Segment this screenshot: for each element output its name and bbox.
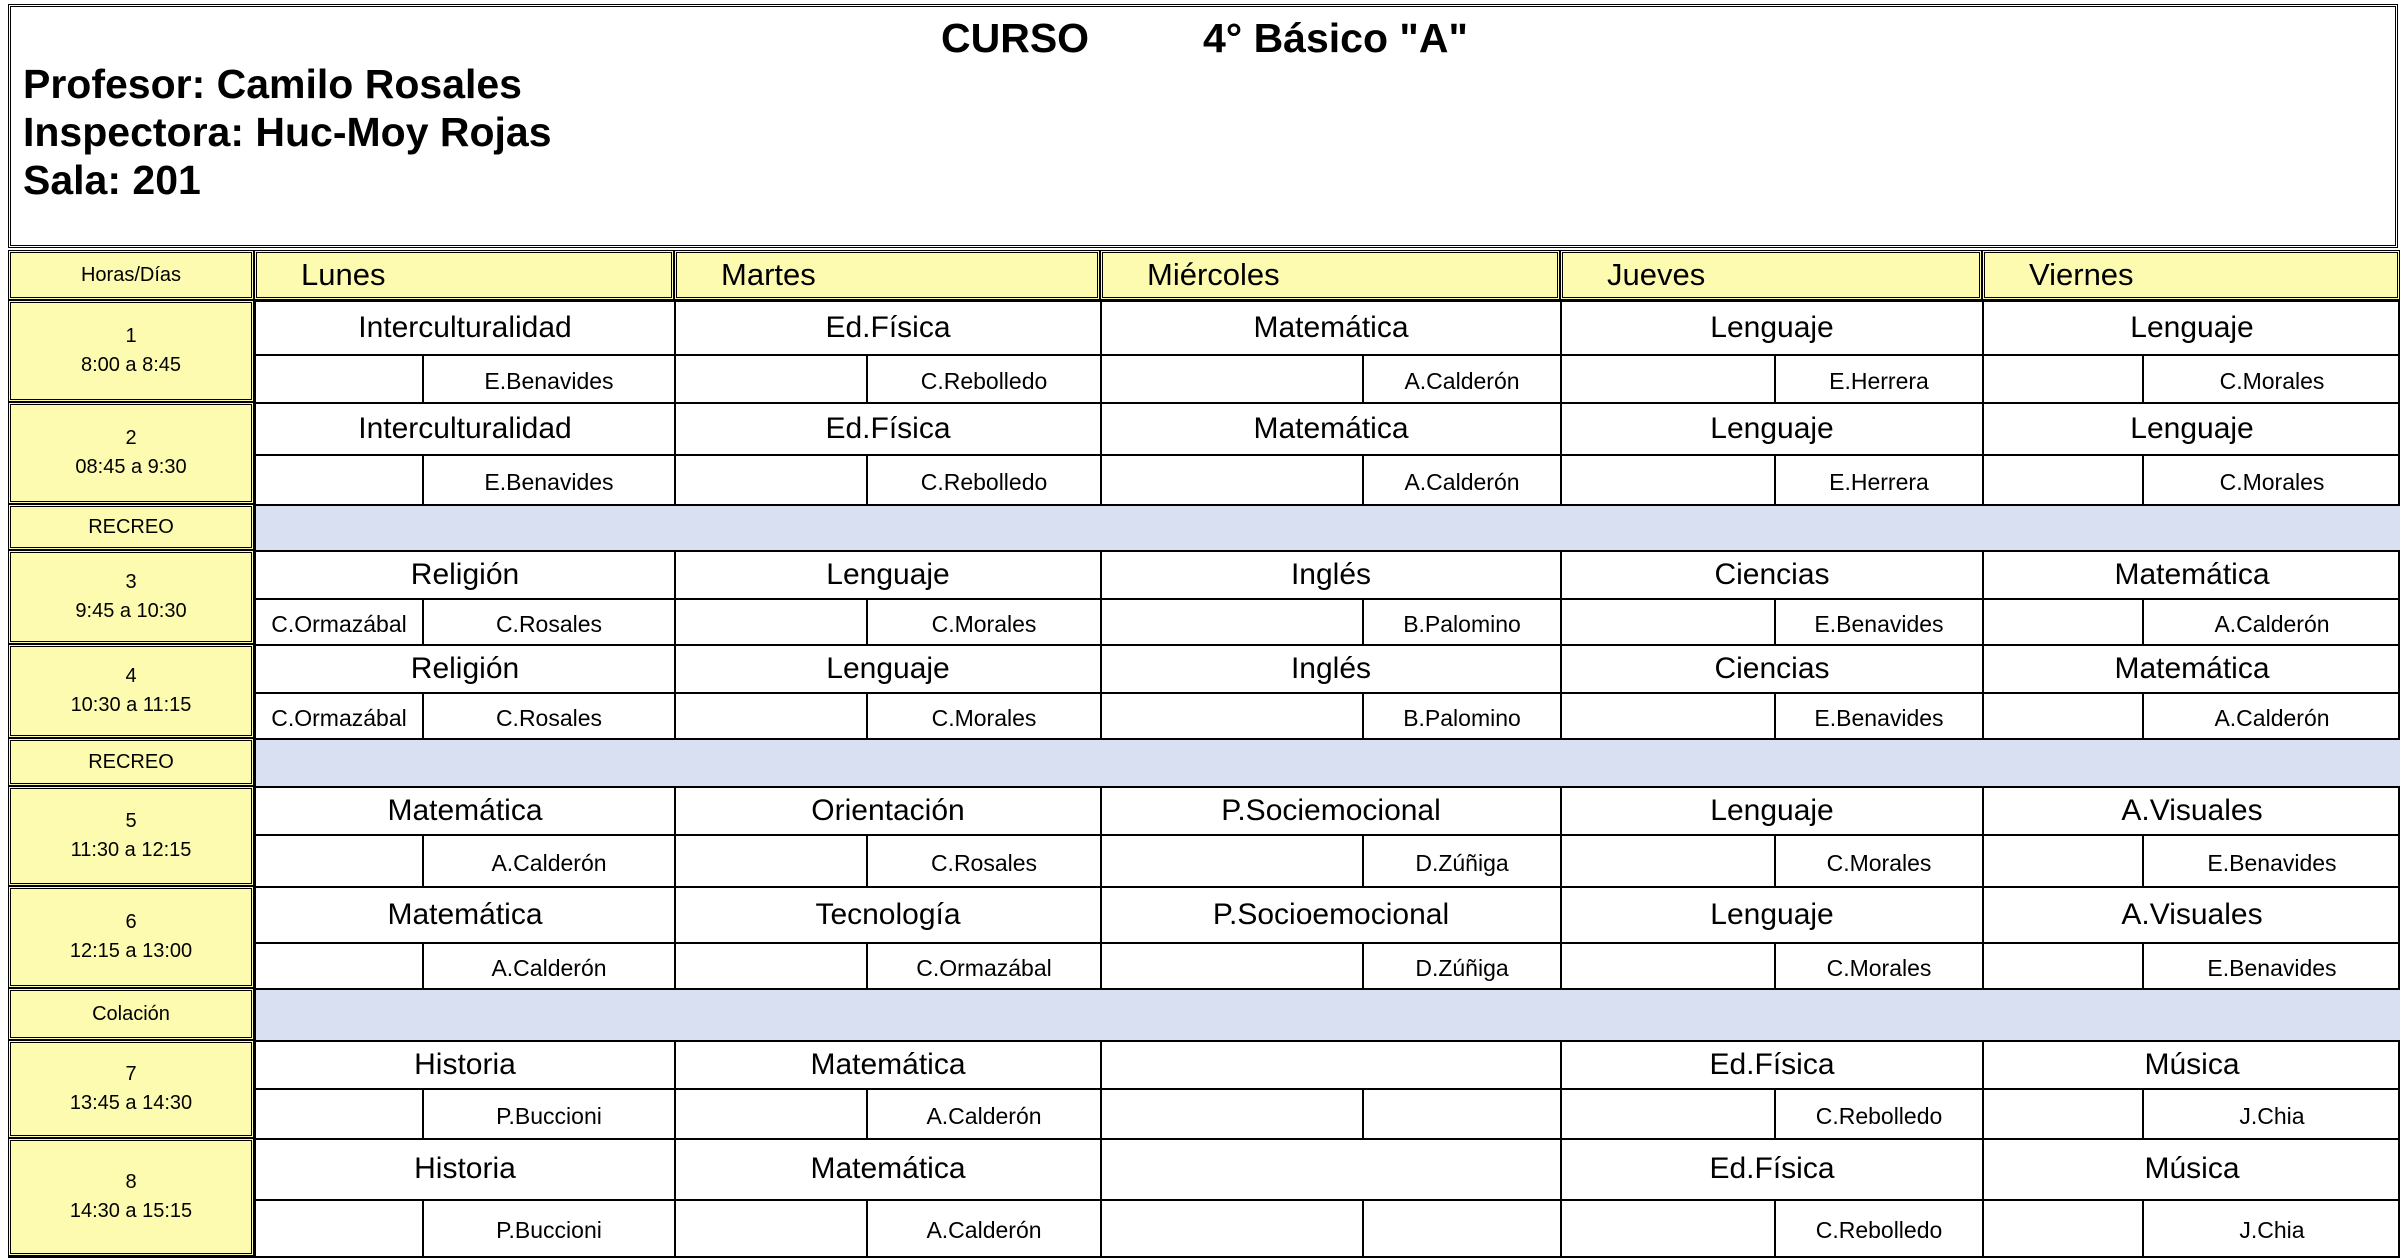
subject-cell: Lenguaje bbox=[1982, 402, 2400, 454]
teacher-cell: C.Morales bbox=[1774, 942, 1982, 988]
subject-cell: Ed.Física bbox=[1560, 1040, 1982, 1088]
course-title: CURSO 4° Básico "A" bbox=[941, 15, 1468, 61]
co-teacher-cell bbox=[1100, 1088, 1362, 1138]
period-time-cell bbox=[8, 644, 254, 738]
teacher-cell: A.Calderón bbox=[2142, 598, 2400, 644]
teacher-cell: C.Rebolledo bbox=[1774, 1088, 1982, 1138]
co-teacher-cell bbox=[1560, 942, 1774, 988]
teacher-cell: E.Benavides bbox=[2142, 834, 2400, 886]
subject-cell: Música bbox=[1982, 1040, 2400, 1088]
period-number: 8 bbox=[125, 1171, 137, 1193]
subject-cell: Inglés bbox=[1100, 644, 1560, 692]
co-teacher-cell bbox=[1982, 942, 2142, 988]
teacher-cell: A.Calderón bbox=[422, 834, 674, 886]
co-teacher-cell bbox=[1560, 692, 1774, 738]
subject-cell: Lenguaje bbox=[674, 644, 1100, 692]
co-teacher-cell bbox=[1100, 692, 1362, 738]
teacher-cell: C.Morales bbox=[2142, 454, 2400, 504]
co-teacher-cell bbox=[1560, 454, 1774, 504]
teacher-cell bbox=[1362, 1088, 1560, 1138]
subject-cell: Matemática bbox=[1100, 300, 1560, 354]
period-time-cell bbox=[8, 300, 254, 402]
period-time-cell bbox=[8, 786, 254, 886]
teacher-cell: A.Calderón bbox=[422, 942, 674, 988]
subject-cell: Matemática bbox=[254, 886, 674, 942]
subject-cell: Ciencias bbox=[1560, 550, 1982, 598]
teacher-cell: C.Rebolledo bbox=[866, 354, 1100, 402]
subject-cell: A.Visuales bbox=[1982, 786, 2400, 834]
subject-cell: Interculturalidad bbox=[254, 300, 674, 354]
co-teacher-cell bbox=[1100, 1199, 1362, 1257]
teacher-cell: C.Rosales bbox=[422, 692, 674, 738]
teacher-name: Profesor: Camilo Rosales bbox=[23, 61, 522, 107]
teacher-cell: C.Rosales bbox=[866, 834, 1100, 886]
co-teacher-cell bbox=[1982, 354, 2142, 402]
co-teacher-cell bbox=[1100, 354, 1362, 402]
co-teacher-cell bbox=[674, 454, 866, 504]
period-time: 9:45 a 10:30 bbox=[75, 600, 187, 622]
period-number: 3 bbox=[125, 571, 137, 593]
teacher-cell: A.Calderón bbox=[866, 1199, 1100, 1257]
subject-cell: Orientación bbox=[674, 786, 1100, 834]
subject-cell: Lenguaje bbox=[674, 550, 1100, 598]
teacher-cell: C.Rosales bbox=[422, 598, 674, 644]
corner-header: Horas/Días bbox=[8, 250, 254, 300]
day-header: Miércoles bbox=[1100, 250, 1560, 300]
period-time-cell bbox=[8, 1138, 254, 1256]
co-teacher-cell: C.Ormazábal bbox=[254, 692, 422, 738]
teacher-cell: D.Zúñiga bbox=[1362, 942, 1560, 988]
period-time-cell bbox=[8, 886, 254, 988]
co-teacher-cell bbox=[674, 1088, 866, 1138]
day-header: Martes bbox=[674, 250, 1100, 300]
co-teacher-cell bbox=[1560, 1088, 1774, 1138]
co-teacher-cell bbox=[674, 354, 866, 402]
teacher-cell: A.Calderón bbox=[1362, 454, 1560, 504]
period-time: 10:30 a 11:15 bbox=[70, 694, 192, 716]
co-teacher-cell bbox=[1560, 1199, 1774, 1257]
period-number: 5 bbox=[125, 810, 137, 832]
co-teacher-cell bbox=[1982, 1088, 2142, 1138]
subject-cell: Interculturalidad bbox=[254, 402, 674, 454]
period-time: 13:45 a 14:30 bbox=[69, 1092, 193, 1114]
co-teacher-cell bbox=[1982, 1199, 2142, 1257]
co-teacher-cell bbox=[674, 942, 866, 988]
teacher-cell: E.Benavides bbox=[1774, 598, 1982, 644]
co-teacher-cell bbox=[1100, 598, 1362, 644]
subject-cell: Música bbox=[1982, 1138, 2400, 1199]
subject-cell: Matemática bbox=[1100, 402, 1560, 454]
inspector-name: Inspectora: Huc-Moy Rojas bbox=[23, 109, 552, 155]
period-time: 08:45 a 9:30 bbox=[75, 456, 187, 478]
subject-cell: Historia bbox=[254, 1040, 674, 1088]
subject-cell: Ed.Física bbox=[674, 300, 1100, 354]
period-time-cell bbox=[8, 402, 254, 504]
teacher-cell: E.Benavides bbox=[422, 454, 674, 504]
co-teacher-cell bbox=[1982, 598, 2142, 644]
co-teacher-cell bbox=[1100, 454, 1362, 504]
break-label: Colación bbox=[8, 988, 254, 1040]
period-time: 8:00 a 8:45 bbox=[80, 354, 182, 376]
co-teacher-cell bbox=[674, 834, 866, 886]
day-header: Jueves bbox=[1560, 250, 1982, 300]
subject-cell: Tecnología bbox=[674, 886, 1100, 942]
subject-cell: Lenguaje bbox=[1560, 402, 1982, 454]
teacher-cell: B.Palomino bbox=[1362, 692, 1560, 738]
co-teacher-cell: C.Ormazábal bbox=[254, 598, 422, 644]
subject-cell: Matemática bbox=[674, 1138, 1100, 1199]
subject-cell: Matemática bbox=[1982, 644, 2400, 692]
co-teacher-cell bbox=[674, 598, 866, 644]
teacher-cell: J.Chia bbox=[2142, 1199, 2400, 1257]
teacher-cell: E.Herrera bbox=[1774, 354, 1982, 402]
period-number: 2 bbox=[125, 427, 137, 449]
period-number: 6 bbox=[125, 911, 137, 933]
teacher-cell: E.Benavides bbox=[2142, 942, 2400, 988]
period-time-cell bbox=[8, 550, 254, 644]
subject-cell: Ed.Física bbox=[674, 402, 1100, 454]
subject-cell: Lenguaje bbox=[1982, 300, 2400, 354]
subject-cell: Ed.Física bbox=[1560, 1138, 1982, 1199]
subject-cell bbox=[1100, 1138, 1560, 1199]
subject-cell: Matemática bbox=[254, 786, 674, 834]
teacher-cell: E.Benavides bbox=[1774, 692, 1982, 738]
co-teacher-cell bbox=[1100, 942, 1362, 988]
teacher-cell: E.Herrera bbox=[1774, 454, 1982, 504]
break-label: RECREO bbox=[8, 738, 254, 786]
subject-cell bbox=[1100, 1040, 1560, 1088]
teacher-cell: P.Buccioni bbox=[422, 1199, 674, 1257]
subject-cell: Lenguaje bbox=[1560, 300, 1982, 354]
subject-cell: Historia bbox=[254, 1138, 674, 1199]
schedule-header bbox=[8, 4, 2398, 248]
subject-cell: A.Visuales bbox=[1982, 886, 2400, 942]
subject-cell: P.Socioemocional bbox=[1100, 886, 1560, 942]
break-band bbox=[254, 988, 2400, 1040]
period-number: 4 bbox=[125, 665, 137, 687]
room-number: Sala: 201 bbox=[23, 157, 201, 203]
co-teacher-cell bbox=[254, 354, 422, 402]
teacher-cell: C.Ormazábal bbox=[866, 942, 1100, 988]
co-teacher-cell bbox=[254, 834, 422, 886]
period-time: 11:30 a 12:15 bbox=[70, 839, 192, 861]
co-teacher-cell bbox=[1982, 692, 2142, 738]
teacher-cell: A.Calderón bbox=[1362, 354, 1560, 402]
co-teacher-cell bbox=[1100, 834, 1362, 886]
teacher-cell bbox=[1362, 1199, 1560, 1257]
teacher-cell: C.Rebolledo bbox=[866, 454, 1100, 504]
co-teacher-cell bbox=[1560, 834, 1774, 886]
subject-cell: P.Sociemocional bbox=[1100, 786, 1560, 834]
subject-cell: Lenguaje bbox=[1560, 886, 1982, 942]
break-band bbox=[254, 504, 2400, 550]
period-number: 7 bbox=[125, 1063, 137, 1085]
day-header: Viernes bbox=[1982, 250, 2400, 300]
co-teacher-cell bbox=[1982, 834, 2142, 886]
period-time-cell bbox=[8, 1040, 254, 1138]
period-time: 12:15 a 13:00 bbox=[69, 940, 193, 962]
co-teacher-cell bbox=[674, 1199, 866, 1257]
co-teacher-cell bbox=[1982, 454, 2142, 504]
co-teacher-cell bbox=[254, 942, 422, 988]
teacher-cell: C.Rebolledo bbox=[1774, 1199, 1982, 1257]
subject-cell: Religión bbox=[254, 550, 674, 598]
subject-cell: Religión bbox=[254, 644, 674, 692]
teacher-cell: C.Morales bbox=[1774, 834, 1982, 886]
subject-cell: Ciencias bbox=[1560, 644, 1982, 692]
co-teacher-cell bbox=[1560, 598, 1774, 644]
teacher-cell: A.Calderón bbox=[866, 1088, 1100, 1138]
subject-cell: Matemática bbox=[674, 1040, 1100, 1088]
teacher-cell: J.Chia bbox=[2142, 1088, 2400, 1138]
teacher-cell: E.Benavides bbox=[422, 354, 674, 402]
period-time: 14:30 a 15:15 bbox=[69, 1200, 193, 1222]
subject-cell: Inglés bbox=[1100, 550, 1560, 598]
co-teacher-cell bbox=[674, 692, 866, 738]
subject-cell: Matemática bbox=[1982, 550, 2400, 598]
period-number: 1 bbox=[125, 325, 137, 347]
teacher-cell: D.Zúñiga bbox=[1362, 834, 1560, 886]
co-teacher-cell bbox=[254, 1199, 422, 1257]
co-teacher-cell bbox=[1560, 354, 1774, 402]
day-header: Lunes bbox=[254, 250, 674, 300]
break-band bbox=[254, 738, 2400, 786]
teacher-cell: C.Morales bbox=[866, 692, 1100, 738]
break-label: RECREO bbox=[8, 504, 254, 550]
teacher-cell: C.Morales bbox=[2142, 354, 2400, 402]
co-teacher-cell bbox=[254, 1088, 422, 1138]
teacher-cell: A.Calderón bbox=[2142, 692, 2400, 738]
teacher-cell: C.Morales bbox=[866, 598, 1100, 644]
teacher-cell: P.Buccioni bbox=[422, 1088, 674, 1138]
schedule-grid bbox=[8, 250, 2400, 1258]
subject-cell: Lenguaje bbox=[1560, 786, 1982, 834]
co-teacher-cell bbox=[254, 454, 422, 504]
teacher-cell: B.Palomino bbox=[1362, 598, 1560, 644]
